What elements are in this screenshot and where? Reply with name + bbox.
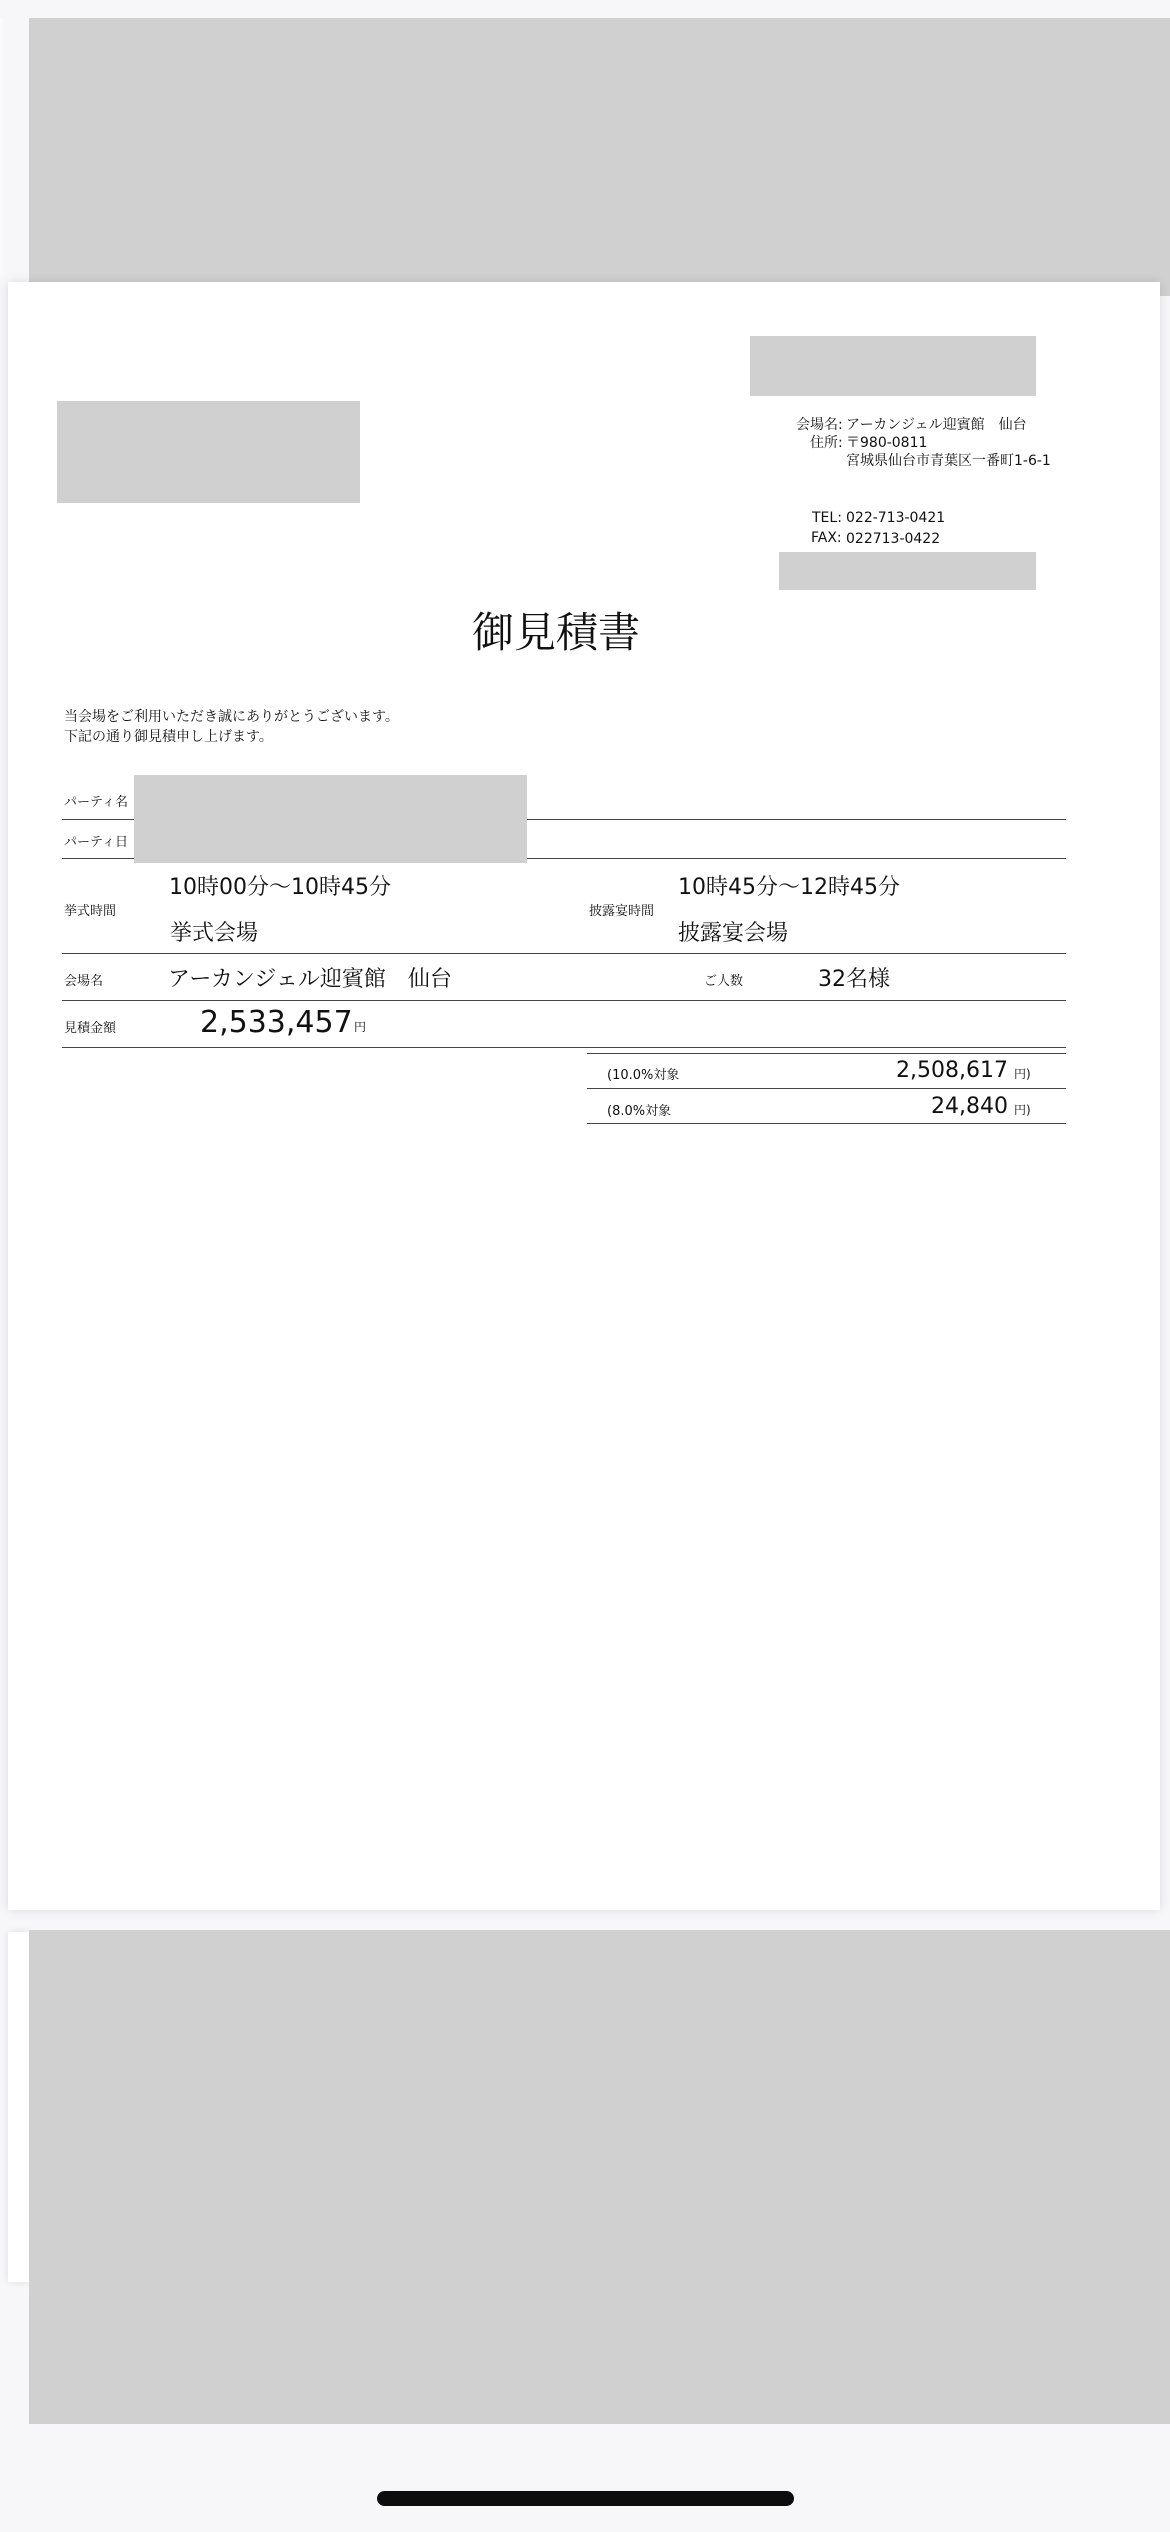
estimate-yen: 円	[354, 1020, 367, 1034]
fax-label: FAX:	[811, 530, 842, 546]
redacted-block-top	[29, 18, 1170, 296]
ceremony-time: 10時00分～10時45分	[169, 875, 391, 900]
venue-label: 会場名:	[796, 417, 843, 433]
tax-8-label: (8.0%対象	[607, 1104, 672, 1119]
redacted-block-bottom	[29, 1930, 1170, 2424]
tax-10-unit: 円)	[1014, 1067, 1031, 1081]
reception-time-label: 披露宴時間	[589, 904, 655, 919]
next-page-edge	[8, 1932, 30, 2282]
tel-label: TEL:	[812, 510, 842, 526]
venue-value: アーカンジェル迎賓館 仙台	[846, 417, 1027, 433]
document-title: 御見積書	[472, 608, 641, 657]
venue-name: アーカンジェル迎賓館 仙台	[168, 967, 452, 992]
fax-value: 022713-0422	[846, 531, 941, 547]
greeting-line-2: 下記の通り御見積申し上げます。	[64, 729, 273, 745]
rule-venue	[62, 1000, 1066, 1001]
ceremony-time-label: 挙式時間	[64, 904, 117, 919]
redacted-logo-right	[750, 336, 1036, 396]
venue-name-label: 会場名	[64, 974, 104, 989]
tax-8-amount: 24,840	[931, 1094, 1008, 1119]
previous-page-edge	[0, 18, 3, 276]
tax-10-label: (10.0%対象	[607, 1068, 680, 1083]
party-name-label: パーティ名	[64, 795, 128, 810]
reception-venue: 披露宴会場	[678, 921, 789, 946]
party-date-label: パーティ日	[64, 835, 128, 850]
tax-8-unit: 円)	[1014, 1103, 1031, 1117]
guest-count: 32名様	[818, 967, 890, 992]
address-label: 住所:	[810, 435, 843, 451]
home-indicator[interactable]	[377, 2491, 794, 2506]
estimate-amount: 2,533,457	[200, 1005, 353, 1040]
rule-times	[62, 953, 1066, 954]
redacted-party-details	[134, 775, 527, 863]
rule-tax-top	[587, 1053, 1066, 1054]
rule-tax-mid	[587, 1088, 1066, 1089]
rule-estimate	[62, 1047, 1066, 1048]
redacted-stamp	[779, 552, 1036, 590]
greeting-line-1: 当会場をご利用いただき誠にありがとうございます。	[64, 709, 399, 725]
redacted-logo-left	[57, 401, 360, 503]
address-value: 宮城県仙台市青葉区一番町1-6-1	[846, 453, 1051, 469]
ceremony-venue: 挙式会場	[170, 921, 259, 946]
reception-time: 10時45分～12時45分	[678, 875, 900, 900]
tel-value: 022-713-0421	[846, 510, 946, 526]
tax-10-amount: 2,508,617	[896, 1058, 1008, 1083]
rule-tax-bottom	[587, 1123, 1066, 1124]
estimate-label: 見積金額	[64, 1021, 117, 1036]
guests-label: ご人数	[704, 974, 744, 989]
postal-code: 〒980-0811	[846, 435, 928, 451]
